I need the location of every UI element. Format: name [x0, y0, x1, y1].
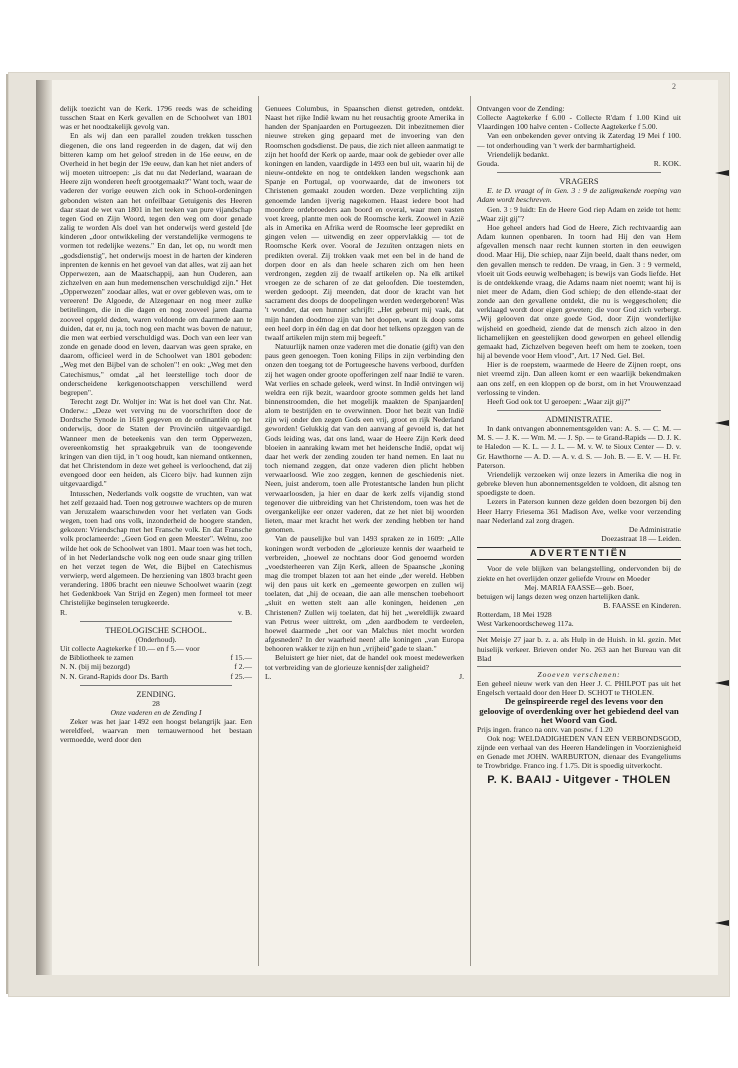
section-heading: ADMINISTRATIE.	[545, 415, 613, 424]
donation-list	[60, 644, 252, 681]
article-text: Beluistert ge hier niet, dat de handel ook moest medewerken tot verbreiding van de glorieuze kennis[der zaligheid?	[265, 653, 464, 672]
article-text: E. te D. vraagt of in Gen. 3 : 9 de zaligmakende roeping van Adam wordt beschreven.	[477, 186, 681, 205]
admin-signature: De Administratie	[628, 524, 681, 534]
article-signature	[60, 608, 252, 617]
section-heading: ZENDING.	[136, 689, 176, 699]
ad-heading: Zooeven verschenen:	[537, 669, 621, 679]
section-heading: Ontvangen voor de Zending:	[477, 104, 565, 113]
binder-clip-icon	[715, 920, 729, 926]
ad-signature: B. FAASSE en Kinderen.	[603, 600, 681, 610]
article-text: Vriendelijk verzoeken wij onze lezers in Amerika die nog in gebreke bleven hun abonnementsgelden te voldoen, dit alsnog ten spoedigste te doen.	[477, 469, 681, 498]
article-text: Van een onbekenden gever ontving ik Zaterdag 19 Mei f 100.— tot onderhouding van 't werk der barmhartigheid.	[477, 131, 681, 150]
donation-row: Uit collecte Aagtekerke f 10.— en f 5.— voor	[60, 644, 200, 654]
column-2	[265, 104, 464, 681]
article-signature: Gouda. R. KOK.	[477, 158, 681, 168]
article-text: Hier is de roepstem, waarmede de Heere de Zijnen roept, ons niet vreemd zijn. Dan alleen komt er een waarlijk bekendmaken aan ons zelf, en een kloppen op de borst, om in het Vrouwenzaad verlossing te vinden.	[477, 360, 681, 397]
ad-text: Een geheel nieuw werk van den Heer J. C. PHILPOT pas uit het Engelsch vertaald door den Heer D. SCHOT te THOLEN.	[477, 679, 681, 698]
article-signature	[265, 672, 464, 681]
binder-clip-icon	[715, 420, 729, 426]
article-text: Natuurlijk namen onze vaderen met die donatie (gift) van den paus geen genoegen. Toen koning Filips in zijn verbinding den onzen den toegang tot de Portugeesche havens verbood, durfden zij het wagen onder groote opofferingen zelf naar Indië te varen. Wat verlies en schade geleek, werd winst. In Indië ontvingen wij weldra een rijk bezit, waardoor groote sommen gelds het land binnenstroomden, die het mogelijk maakten de Spanjaarden[ alom te bestrijden en te overwinnen. Door het bezit van Indië zijn wij onder den zegen Gods een vrij, groot en rijk Nederland geworden! Gelukkig dat van den aanvang af gevoeld is, dat het Gods leiding was, dat ons land, waar de Heere Zijn Kerk deed bloeien in aanraking kwam met het heidensche Indië, opdat wij daar het werk der zending zouden ter hand nemen. En laat nu toch niemand zeggen, dat onze vaderen dien plicht hebben verwaarloosd. Wie zoo zeggen, kennen de geschiedenis niet. Neen, juist anderom, toen alle Protestantsche landen hun plicht verwaarloosden, ja hier en daar de kerk zelfs vijandig stond tegenover die uitbreiding van het Christendom, toen was het de overgankelijke eer onzer vaderen, dat ze het niet bij woorden lieten, maar met kracht het werk der zending hebben ter hand genomen.	[265, 342, 464, 535]
donation-row: N. N. Grand-Rapids door Ds. Barth f 25.—	[60, 671, 252, 681]
article-text: Vriendelijk bedankt.	[487, 149, 549, 159]
article-text: Hoe geheel anders had God de Heere, Zich rechtvaardig aan Adam kunnen openbaren. In toorn had Hij den van Hem afgevallen mensch naar recht kunnen storten in den eeuwigen dood. Maar Hij, Die schiep, naar Zijn beeld, daalt thans neder, om den gevallen mensch te redden. De vraag, in Gen. 3 : 9 vermeld, vloeit uit Gods eeuwig welbehagen; is bewijs van Gods liefde. Het is de ontdekkende vraag, die Adams naam niet noemt; want hij is niet meer de Adam, dien God schiep; de den ellende-staat der zonde aan den gevallene ontdekt, die nu is weggescholen; die verklaagd wordt door eigen geweten; die voor God zich verbergt. „Wij gelooven dat onze goede God, door Zijn wonderlijke wijsheid en goedheid, ziende dat de mensch zich alzoo in den lichamelijken en geestelijken dood geworpen en geheel ellendig gemaakt had, Zichzelven begeven heeft om hem te zoeken, toen hij al bevende voor Hem vlood", Art. 17 Ned. Gel. Bel.	[477, 222, 681, 361]
section-heading: THEOLOGISCHE SCHOOL.	[105, 625, 207, 635]
column-separator	[470, 96, 471, 966]
signature-left: R.	[60, 607, 67, 617]
binder-clip-icon	[715, 170, 729, 176]
divider	[497, 410, 661, 411]
divider	[80, 621, 232, 622]
article-text: Terecht zegt Dr. Woltjer in: Wat is het doel van Chr. Nat. Onderw.: „Deze wet verving nu de voorschriften door de Dordtsche Synode in 1618 gegeven en de ordinantiën op het onderwijs, door de Staten der Provinciën uitgevaardigd. Wanneer men de beteekenis van den term Opperwezen, overeenkomstig het spraakgebruik van de toongevende kringen van dien tijd, in 't oog houdt, kan niemand ontkennen, dat het Christendom in deze wet geheel is verloochend, dat zij evengoed door een heiden, als Cicero bijv. had kunnen zijn uitgevaardigd."	[60, 397, 252, 489]
article-text: Heeft God ook tot U geroepen: „Waar zijt gij?"	[487, 396, 631, 406]
book-title: De geïnspireerde regel des levens voor den geloovige of overdenking over het gebiedend deel van het Woord van God.	[479, 696, 679, 725]
ad-text: Ook nog: WELDADIGHEDEN VAN EEN VERBONDSGOD, zijnde een verhaal van des Heeren Handelingen in Voorzienigheid en Genade met JOHN. WARBURTON, dienaar des Evangeliums te Trowbridge. Franco ing. f 1.75. Dit is spoedig uitverkocht.	[477, 734, 681, 771]
article-text: Genuees Columbus, in Spaanschen dienst getreden, ontdekt. Naast het rijke Indië kwam nu het reusachtig groote Amerika in handen der Spanjaarden en Portugeezen. Dit inbezitnemen dier nieuwe streken ging gepaard met de invoering van den Roomschen godsdienst. De paus, die zich niet alleen aanmatigt te zijn het hoofd der Kerk op aarde, maar ook de gebieder over alle koningen en landen, vaardigde in 1493 een bul uit, waarin hij de nieuw-ontdekte en nog te ontdekken landen wegschonk aan Spanje en Portugal, op voorwaarde, dat de inwoners tot Christenen gemaakt zouden worden. Deze verplichting zijn genoemde landen ijverig nagekomen. Haast iedere boot had moordere ordebroeders aan boord en overal, waar men vasten voet kreeg, plantte men ook de Roomsche kerk. Zoowel in Azië als in Amerika en Afrika werd de Roomsche leer gepredikt en gingen velen — uitwendig en zeer oppervlakkig — tot de Roomsche Kerk over. Vooral de Jezuïten ontzagen niets en predikten overal. Zij trokken vaak met een bel in de hand de dorpen door en als dan heele scharen zich om hen heen verdrongen, zegden zij de twaalf artikelen op. Na elk artikel vroegen ze de scharen of ze dat geloofden. Die toestemden, werden gedoopt. Zij meenden, dat door de kracht van het sacrament des doops de doopelingen werden wedergeboren! Was 't wonder, dat een hunner schrijft: „Het gebeurt mij vaak, dat mijn handen doodmoe zijn van het doopen, want ik doop soms een heel dorp in één dag en dat door het telkens opzeggen van de twaalf artikelen mijn stem mij begeeft."	[265, 104, 464, 342]
article-text: Gen. 3 : 9 luidt: En de Heere God riep Adam en zeide tot hem: „Waar zijt gij"?	[477, 204, 681, 223]
column-3	[477, 104, 681, 785]
article-text: Collecte Aagtekerke f 6.00 - Collecte R'dam f 1.00 Kind uit Vlaardingen 100 halve centen - Collecte Aagtekerke f 5.00.	[477, 113, 681, 132]
ad-name: Mej. MARIA FAASSE—geb. Boer,	[524, 582, 634, 592]
column-separator	[258, 96, 259, 966]
ad-text: Voor de vele blijken van belangstelling, ondervonden bij de ziekte en het overlijden onzer geliefde Vrouw en Moeder	[477, 564, 681, 583]
article-text: In dank ontvangen abonnementsgelden van: A. S. — C. M. — M. S. — J. K. — Wm. M. — J. Sp. — te Grand-Rapids — D. J. K. te Haledon — K. L. — J. L. — M. v. W. te Sioux Center — D. v. Gr. Hawthorne — A. D. — A. v. d. S. — Joh. B. — E. V. — H. Fr. Paterson.	[477, 424, 681, 470]
section-number: 28	[152, 698, 160, 708]
article-text: Intusschen, Nederlands volk oogstte de vruchten, van wat het zelf gezaaid had. Toen nog getrouwe wachters op de muren van Jeruzalem waarschuwden voor het verlaten van Gods wegen, toen had ons volk, inzonderheid de hoogere standen, gekozen: Vriendschap met het Fransche volk. En dat Fransche volk proclameerde: „Geen God en geen Meester". Welnu, zoo wilde het ook de Schoolwet van 1801. Maar toen was het toch, of in het Nederlandsche volk nog een oude snaar ging trillen en het verzet tegen de Wet, die Bijbel en Catechismus verwierp, werd algemeen. De herziening van 1803 bracht geen verandering. 1806 bracht een nieuwe Schoolwet waarin (zegt het Gedenkboek Van Strijd en Zegen) men formeel tot meer Christelijke beginselen terugkeerde.	[60, 488, 252, 608]
ad-text: betuigen wij langs dezen weg onzen hartelijken dank.	[477, 591, 640, 601]
divider	[497, 172, 661, 173]
divider	[477, 631, 681, 632]
divider	[477, 666, 681, 667]
article-text: En als wij dan een parallel zouden trekken tusschen diegenen, die ons land regeerden in de dagen, dat wij den bitteren kamp om het geloof streden in de 16e eeuw, en de Overheid in het begin der 19e eeuw, dan kan het niet anders of wij moeten uitroepen: „is dat nu dat Nederland, waaraan de Heere zijn wonderen heeft grootgemaakt?" Want toch, waar de vaderen der vorige eeuwen zich ook in School-ordeningen gebonden wisten aan het onfeilbaar Getuigenis des Heeren daar staat de wet van 1801 in het teeken van pure vijandschap tegen God en Zijn Woord, tegen den weg om door genade zalig te worden Als doel van het onderwijs werd gesteld [de kinderen „door ontwikkeling der verstandelijke vermogens te vormen tot redelijke wezens." En dan, let op, nu wordt men „godsdienstig", het onderwijs moest in de harten der kinderen inprenten de kennis en het gevoel van dat alles, wat zij aan het Opperwezen, aan de Maatschappij, aan hun Ouderen, aan zichzelven en aan hun medemenschen verschuldigd zijn." Het „Opperwezen" zoodaar alles, wat er over gebleven was, om te vereeren! De Algoede, de Alzegenaar en nog meer zulke betitelingen, die in die dagen en nog zooveel jaren daarna zooveel opgeld deden, waren voldoende om daarmede aan te duiden, dat er, nu ja, toch nog een macht was boven de natuur, die men wat eerbied verschuldigd was. Doch van een leer van zonde en genade dood en leven, daarvan was geen sprake, en daarom, officieel werd in de Schoolwet van 1801 geboden: „Weg met den Bijbel van de scholen"! en ook: „Weg met den Catechismus," omdat „al het leerstellige toch door de onderscheidene kerkgenootschappen verschillend werd begrepen".	[60, 131, 252, 397]
admin-address: Doezastraat 18 — Leiden.	[601, 534, 681, 544]
section-heading: VRAGERS	[559, 177, 599, 187]
signature-right: J.	[459, 671, 464, 681]
signature-right: v. B.	[237, 607, 252, 617]
article-text: delijk toezicht van de Kerk. 1796 reeds was de scheiding tusschen Staat en Kerk gevallen en de Schoolwet van 1801 was er het noodzakelijk gevolg van.	[60, 104, 252, 132]
section-subheading: Onze vaderen en de Zending I	[110, 708, 202, 717]
article-text: Lezers in Paterson kunnen deze gelden doen bezorgen bij den Heer Harry Friesema 361 Madison Ave, welke voor verzending naar Nederland zal zorg dragen.	[477, 497, 681, 525]
ad-price: Prijs ingen. franco na ontv. van postw. f 1.20	[477, 724, 613, 734]
signature-left: L.	[265, 671, 272, 681]
advertisements-banner: ADVERTENTIËN	[477, 547, 681, 560]
column-1	[60, 104, 252, 745]
page-number: 2	[672, 82, 676, 91]
binder-clip-icon	[715, 680, 729, 686]
article-text: Van de pauselijke bul van 1493 spraken ze in 1609: „Alle koningen wordt verboden de „glorieuze kennis der waarheid te verbreiden, „hoewel ze nochtans door God genoemd worden „voedsterheeren van Zijn Kerk, alleen de Spaansche „koning mag die trompet blazen tot aan het einde „der wereld. Hebben wij den paus uit kerk en „gemeente geworpen en zullen wij toelaten, dat „hij de oceaan, die aan alle menschen toebehoort „sluit en wetten stelt aan alle koningen, heidenen „en Christenen? Zullen wij toelaten, dat hij het „wereldlijk zwaard van Petrus weer uittrekt, om „den aardbodem te verdeelen, hoewel daarmede „het oor van Malchus niet mocht worden afgesneden? In der waarheid neen! alle koningen „van Europa behooren wakker te zijn en hun „vrijheid"gade te slaan."	[265, 534, 464, 654]
section-subheading: (Onderhoud).	[135, 634, 177, 644]
divider	[80, 685, 232, 686]
article-text: Zeker was het jaar 1492 een hoogst belangrijk jaar. Een wereldfeel, waarvan men ternauwernood het bestaan vermoedde, werd door den	[60, 717, 252, 745]
ad-address: West Varkenoordscheweg 117a.	[477, 619, 574, 629]
publisher-line: P. K. BAAIJ - Uitgever - THOLEN	[487, 773, 671, 786]
ad-place: Rotterdam, 18 Mei 1928	[477, 610, 552, 620]
donation-row: N. N. (bij mij bezorgd) f 2.—	[60, 662, 252, 672]
donation-row: de Bibliotheek te zamen f 15.—	[60, 653, 252, 663]
ad-text: Net Meisje 27 jaar b. z. a. als Hulp in de Huish. in kl. gezin. Met huiselijk verkeer. Brieven onder No. 263 aan het Bureau van dit Blad	[477, 635, 681, 663]
